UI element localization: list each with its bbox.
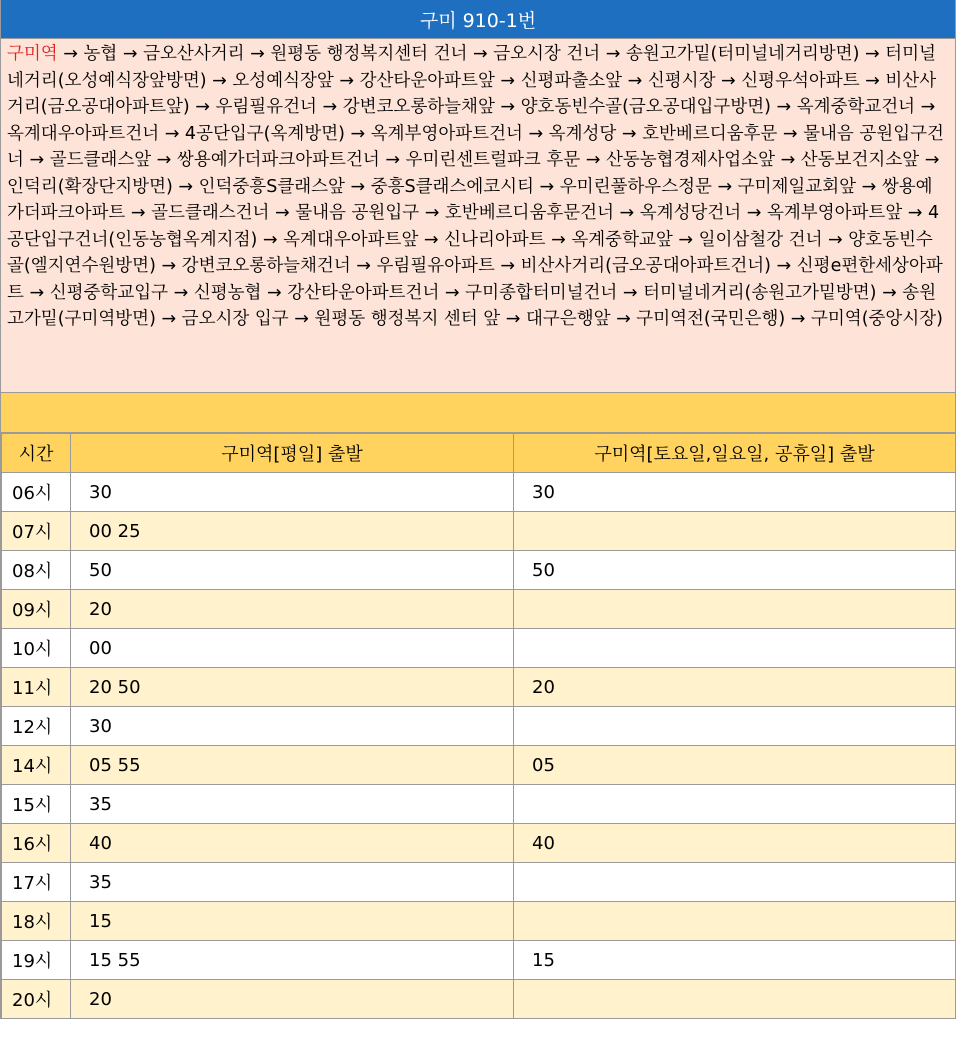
route-origin: 구미역 (7, 44, 58, 64)
weekday-times-cell: 15 (71, 902, 514, 941)
schedule-table (1, 433, 956, 1019)
schedule-body (2, 473, 956, 1019)
header-hour: 시간 (2, 434, 71, 473)
weekend-times-cell: 20 (514, 668, 956, 707)
weekday-times-cell: 20 (71, 980, 514, 1019)
table-row (2, 590, 956, 629)
route-title: 구미 910-1번 (1, 0, 955, 39)
table-row (2, 629, 956, 668)
header-weekday: 구미역[평일] 출발 (71, 434, 514, 473)
weekend-times-cell (514, 590, 956, 629)
route-stops: → 농협 → 금오산사거리 → 원평동 행정복지센터 건너 → 금오시장 건너 → 송원고가밑(터미널네거리방면) → 터미널네거리(오성예식장앞방면) → 오성예식장앞 → 강산타운아파트앞 → 신평파출소앞 → 신평시장 → 신평우석아파트 → 비산사거리(금오공대아파트앞) → 우림필유건너 → 강변코오롱하늘채앞 → 양호동빈수골(금오공대입구방면) → 옥계중학교건너 → 옥계대우아파트건너 → 4공단입구(옥계방면) → 옥계부영아파트건너 → 옥계성당 → 호반베르디움후문 → 물내음 공원입구건너 → 골드클래스앞 → 쌍용예가더파크아파트건너 → 우미린센트럴파크 후문 → 산동농협경제사업소앞 → 산동보건지소앞 → 인덕리(확장단지방면) → 인덕중흥S클래스앞 → 중흥S클래스에코시티 → 우미린풀하우스정문 → 구미제일교회앞 → 쌍용예가더파크아파트 → 골드클래스건너 → 물내음 공원입구 → 호반베르디움후문건너 → 옥계성당건너 → 옥계부영아파트앞 → 4공단입구건너(인동농협옥계지점) → 옥계대우아파트앞 → 신나리아파트 → 옥계중학교앞 → 일이삼철강 건너 → 양호동빈수골(엘지연수원방면) → 강변코오롱하늘채건너 → 우림필유아파트 → 비산사거리(금오공대아파트건너) → 신평e편한세상아파트 → 신평중학교입구 → 신평농협 → 강산타운아파트건너 → 구미종합터미널건너 → 터미널네거리(송원고가밑방면) → 송원고가밑(구미역방면) → 금오시장 입구 → 원평동 행정복지 센터 앞 → 대구은행앞 → 구미역전(국민은행) → 구미역(중앙시장) (7, 44, 944, 329)
weekend-times-cell: 50 (514, 551, 956, 590)
hour-cell: 11시 (2, 668, 71, 707)
table-row (2, 668, 956, 707)
route-description (1, 39, 955, 393)
table-row (2, 473, 956, 512)
hour-cell: 17시 (2, 863, 71, 902)
table-row (2, 941, 956, 980)
hour-cell: 09시 (2, 590, 71, 629)
hour-cell: 08시 (2, 551, 71, 590)
weekend-times-cell (514, 902, 956, 941)
weekend-times-cell (514, 629, 956, 668)
hour-cell: 10시 (2, 629, 71, 668)
hour-cell: 20시 (2, 980, 71, 1019)
hour-cell: 14시 (2, 746, 71, 785)
weekend-times-cell (514, 512, 956, 551)
header-spacer-band (1, 393, 955, 433)
hour-cell: 06시 (2, 473, 71, 512)
weekday-times-cell: 30 (71, 707, 514, 746)
weekend-times-cell (514, 707, 956, 746)
hour-cell: 07시 (2, 512, 71, 551)
table-row (2, 980, 956, 1019)
table-row (2, 902, 956, 941)
weekday-times-cell: 35 (71, 785, 514, 824)
weekend-times-cell (514, 980, 956, 1019)
table-row (2, 785, 956, 824)
weekend-times-cell: 15 (514, 941, 956, 980)
header-weekend: 구미역[토요일,일요일, 공휴일] 출발 (514, 434, 956, 473)
hour-cell: 18시 (2, 902, 71, 941)
table-row (2, 824, 956, 863)
table-row (2, 863, 956, 902)
weekday-times-cell: 20 50 (71, 668, 514, 707)
weekday-times-cell: 20 (71, 590, 514, 629)
weekend-times-cell (514, 863, 956, 902)
table-row (2, 707, 956, 746)
hour-cell: 16시 (2, 824, 71, 863)
weekday-times-cell: 40 (71, 824, 514, 863)
table-row (2, 746, 956, 785)
weekday-times-cell: 30 (71, 473, 514, 512)
hour-cell: 15시 (2, 785, 71, 824)
weekend-times-cell: 40 (514, 824, 956, 863)
weekday-times-cell: 35 (71, 863, 514, 902)
hour-cell: 12시 (2, 707, 71, 746)
schedule-header-row (2, 434, 956, 473)
weekend-times-cell: 30 (514, 473, 956, 512)
weekday-times-cell: 00 (71, 629, 514, 668)
weekday-times-cell: 05 55 (71, 746, 514, 785)
table-row (2, 512, 956, 551)
weekday-times-cell: 15 55 (71, 941, 514, 980)
table-row (2, 551, 956, 590)
weekend-times-cell: 05 (514, 746, 956, 785)
weekday-times-cell: 00 25 (71, 512, 514, 551)
hour-cell: 19시 (2, 941, 71, 980)
weekend-times-cell (514, 785, 956, 824)
weekday-times-cell: 50 (71, 551, 514, 590)
